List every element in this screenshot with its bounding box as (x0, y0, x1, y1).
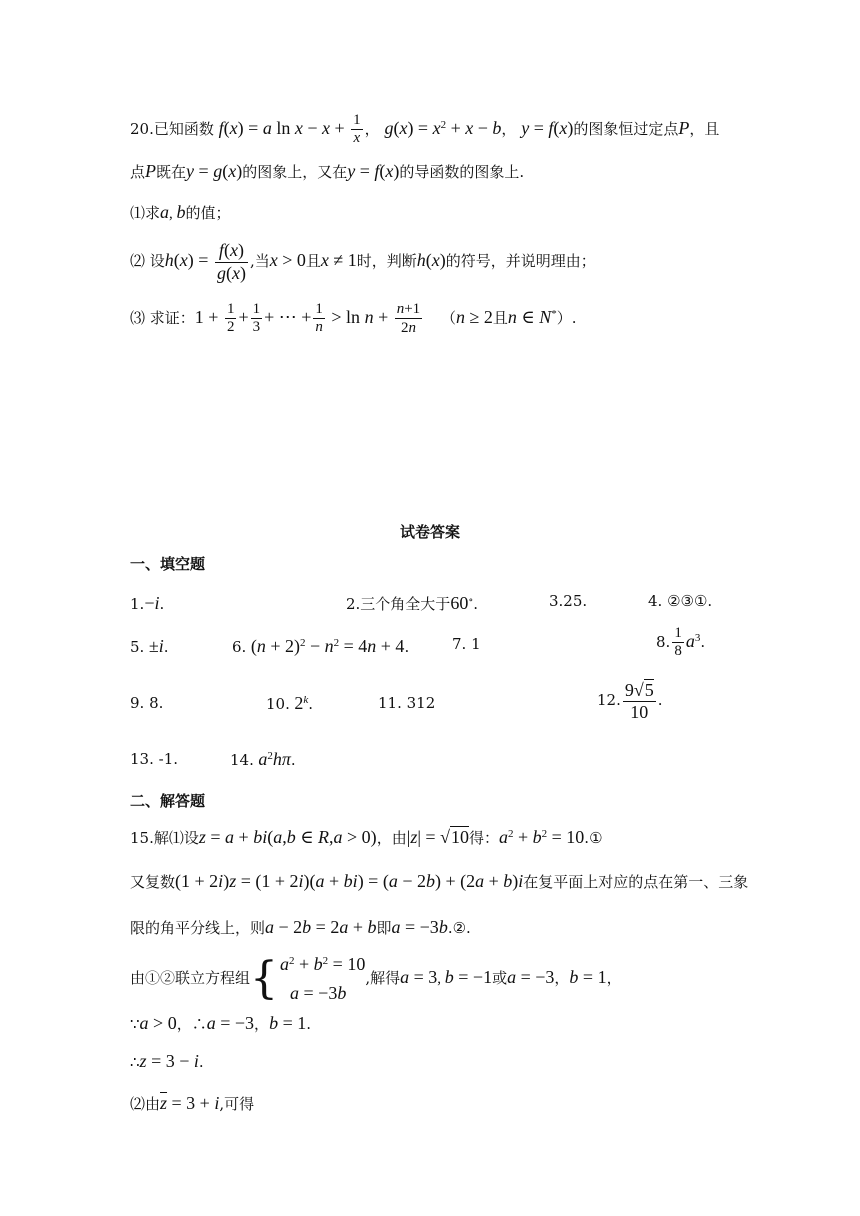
answer-9: 9. 8. (130, 694, 164, 712)
frac-f-over-g: $\frac{f(x)}{g(x)}$ (216, 240, 246, 283)
q15-line6: ∴z = 3 − i. (130, 1051, 204, 1071)
q15-line5: ∵a > 0，∴a = −3，b = 1. (130, 1013, 311, 1033)
q20-part3: ⑶ 求证：1 + $\frac{1}{2}$ + $\frac{1}{3}$ + ⋯ + $\frac{1}{n}$ > ln n + $\frac{n+1}{2n}$ （n ≥ 2且n ∈ N*）. (130, 301, 577, 337)
section-fill-in: 一、填空题 (130, 555, 206, 573)
answer-6: 6. $(n + 2)^2 - n^2 = 4n + 4$. (232, 636, 410, 656)
answer-3: 3.25. (549, 592, 588, 610)
answer-8: 8. $\frac{1}{8}$ $a^3$. (656, 625, 706, 660)
q20-part2: ⑵ 设h(x) = $\frac{f(x)}{g(x)}$ ,当x > 0且x ≠ 1时，判断h(x)的符号，并说明理由； (130, 240, 596, 283)
q20-part1: ⑴求a, b的值； (130, 202, 231, 222)
q15-line7: ⑵由$\overline{z} = 3 + i$,可得 (130, 1093, 255, 1113)
answer-12: 12. $\frac{9√5}{10}$ . (597, 680, 663, 722)
answer-1: 1.−i. (130, 593, 165, 613)
answer-2: 2.三个角全大于60∘. (346, 593, 478, 613)
answer-4: 4. ②③①. (648, 592, 713, 610)
answer-11: 11. 312 (378, 694, 436, 712)
answers-title: 试卷答案 (399, 523, 460, 541)
q15-line1: 15.解⑴设z = a + bi(a,b ∈ R,a > 0)，由|z| = √10得：$a^2 + b^2$ = 10.① (130, 827, 603, 847)
equation-system: $a^2 + b^2 = 10$ a = −3b (280, 954, 366, 1003)
q15-line4: 由①②联立方程组{ $a^2 + b^2 = 10$ a = −3b ,解得a = 3, b = −1或a = −3，b = 1， (130, 950, 622, 1008)
q20-line1: 20.已知函数 f(x) = a ln x − x + $\frac{1}{x}$ ， $g(x) = x^2 + x - b$， y = f(x)的图象恒过定点P，且 (130, 112, 720, 147)
answer-13: 13. -1. (130, 750, 179, 768)
q15-line3: 限的角平分线上，则a − 2b = 2a + b即a = −3b.②. (130, 917, 471, 937)
answer-10: 10. 2$^k$. (266, 693, 314, 713)
brace: { (250, 952, 279, 1004)
q15-line2: 又复数(1 + 2i)z = (1 + 2i)(a + bi) = (a − 2b) + (2a + b)i在复平面上对应的点在第一、三象 (130, 871, 749, 891)
math-f: f (218, 117, 224, 138)
section-solutions: 二、解答题 (130, 792, 206, 810)
frac-1-over-x: $\frac{1}{x}$ (353, 112, 361, 147)
q20-intro: 20.已知函数 (130, 119, 214, 138)
answer-5: 5. ±i. (130, 636, 169, 656)
answer-14: 14. $a^2h\pi$. (230, 749, 296, 769)
q20-line2: 点P既在y = g(x)的图象上，又在y = f(x)的导函数的图象上. (130, 161, 525, 181)
answer-7: 7. 1 (452, 635, 481, 653)
